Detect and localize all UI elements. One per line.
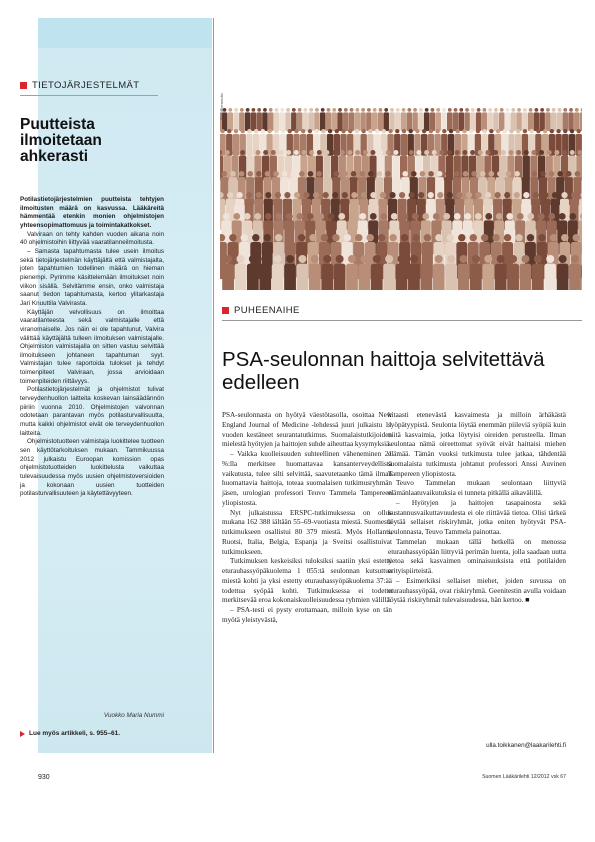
page-number: 930: [38, 774, 50, 781]
sidebar-author: Vuokko Maria Nummi: [103, 712, 164, 719]
red-square-icon: [222, 307, 229, 314]
article-paragraph: Nyt julkaistussa ERSPC-tutkimuksessa on ollus mukana 162 388 iältään 55–69-vuotiasta miestä. Suomesta tutkimukseen osallistui 80 379 miestä. Myös Hollanti, Ruotsi, Italia, Belgia, Espanja ja Sveitsi osallistuivat tutkimukseen.: [222, 508, 392, 556]
crowd-illustration: [220, 100, 582, 290]
arrow-right-icon: [20, 731, 25, 737]
person-figure: [360, 108, 366, 131]
author-email[interactable]: ulla.toikkanen@laakarilehti.fi: [486, 742, 566, 749]
person-figure: [557, 108, 563, 131]
person-figure: [493, 108, 499, 131]
person-figure: [285, 108, 291, 131]
person-figure: [430, 108, 436, 131]
red-square-icon: [20, 82, 27, 89]
person-figure: [389, 108, 395, 131]
person-figure: [343, 108, 349, 131]
person-figure: [297, 108, 303, 131]
sidebar-kicker-label: TIETOJÄRJESTELMÄT: [32, 80, 140, 91]
article-column-1: [222, 411, 392, 626]
person-figure: [516, 108, 522, 131]
person-figure: [551, 108, 557, 131]
person-figure: [482, 108, 488, 131]
person-figure: [407, 108, 413, 131]
article-paragraph: – Esimerkiksi sellaiset miehet, joiden suvussa on eturauhassyöpää, ovat riskiryhmä. Geenitestin avulla voidaan löytää riskiryhmät tulevaisuudessa, hän kertoo. ■: [388, 576, 566, 605]
person-figure: [522, 108, 528, 131]
person-figure: [487, 108, 493, 131]
person-figure: [470, 108, 476, 131]
article-paragraph: hitaasti etenevästä kasvaimesta ja milloin ärhäkästä syöpätyypistä. Seulonta löytää enemmän piileviä syöpiä kuin niitä kasvaimia, jotka löytyisi oireiden perusteella. Ilman seulontaa nämä oireettomat syövät eivät haittaisi miehen elämää. Tämän vuoksi tutkimusta tulee jatkaa, tähdentää suomalaista tutkimusta johtanut professori Anssi Auvinen Tampereen yliopistosta.: [388, 411, 566, 478]
person-figure: [320, 108, 326, 131]
sidebar-rule: [20, 95, 158, 96]
person-figure: [262, 108, 268, 131]
sidebar-title: Puutteista ilmoitetaan ahkerasti: [20, 116, 102, 165]
person-figure: [251, 108, 257, 131]
person-figure: [401, 108, 407, 131]
article-paragraph: Teuvo Tammelan mukaan seulontaan liittyviä elämänlaatuvaikutuksia ei tunneta pitkällä aikavälillä.: [388, 479, 566, 497]
person-figure: [568, 108, 574, 131]
main-kicker: [222, 305, 300, 316]
person-figure: [412, 108, 418, 131]
article-paragraph: Tutkimuksen keskeisiksi tuloksiksi saatiin yksi estetty eturauhassyöpäkuolema 1 055:tä seulonnan kutsuttua miestä kohti ja yksi estetty eturauhassyöpäkuolema 37:ää todettua syöpää kohti. Tutkimuksessa ei todettu merkitsevää eroa kokonaiskuolleisuudessa ryhmien välillä.: [222, 557, 392, 605]
article-paragraph: – Hyötyjen ja haittojen tasapainosta sekä kustannusvaikuttavuudesta ei ole riittävää tietoa. Olisi tärkeä löytää sellaiset riskiryhmät, jotka eniten hyötyvät PSA-seulonnasta, Teuvo Tammela painottaa.: [388, 498, 566, 536]
person-figure: [441, 108, 447, 131]
person-figure: [337, 108, 343, 131]
person-figure: [435, 108, 441, 131]
person-figure: [303, 108, 309, 131]
sidebar-paragraph: Potilastietojärjestelmät ja ohjelmistot tulivat terveydenhuollon laitteita koskevan lainsäädännön piiriin vuonna 2010. Ohjelmistojen valvonnan odotetaan parantavan myös potilasturvallisuutta, mutta kaikki ohjelmistot eivät ole terveydenhuollon laitteita.: [20, 386, 164, 437]
person-figure: [580, 108, 582, 131]
article-paragraph: Tammelan mukaan tällä hetkellä on menossa eturauhassyöpään liittyviä perimän luenta, jolla saadaan uutta tietoa sekä kasvaimen ominaisuuksista että potilaiden erityispiirteistä.: [388, 537, 566, 575]
person-figure: [539, 108, 545, 131]
photo-credit: Plainthermedia: [219, 93, 224, 120]
person-figure: [499, 108, 505, 131]
person-figure: [314, 108, 320, 131]
person-figure: [476, 108, 482, 131]
sidebar-body: [20, 196, 164, 499]
sidebar-corner-shade: [38, 18, 212, 48]
sidebar-paragraph: Valviraan on tehty kahden vuoden aikana noin 40 ohjelmistoihin liittyvää vaaratilanneilmoitusta.: [20, 230, 164, 247]
person-figure: [447, 108, 453, 131]
sidebar-lead: Potilastietojärjestelmien puutteista tehtyjen ilmoitusten määrä on kasvussa. Lääkäreitä hämmentää etenkin monien ohjelmistojen yhteensopimattomuus ja toimintakatkokset.: [20, 196, 164, 229]
sidebar-kicker: [20, 80, 139, 91]
person-figure: [268, 108, 274, 131]
person-figure: [280, 108, 286, 131]
person-figure: [239, 108, 245, 131]
crowd-photo: [220, 100, 582, 290]
person-figure: [418, 108, 424, 131]
sidebar-paragraph: Ohjelmistotuotteen valmistaja luokittelee tuotteen sen käyttötarkoituksen mukaan. Tammikuussa 2012 julkaistu Euroopan komission opas ohjelmistotuotteiden luokittelusta vaikuttaa tulevaisuudessa myös uusien ohjelmistoversioiden ja kokonaan uusien tuotteiden potilasturvallisuuteen ja käytettävyyteen.: [20, 438, 164, 498]
person-figure: [274, 108, 280, 131]
person-figure: [372, 108, 378, 131]
person-figure: [378, 108, 384, 131]
person-figure: [383, 108, 389, 131]
person-figure: [308, 108, 314, 131]
article-paragraph: – Vaikka kuolleisuuden suhteellinen väheneminen 21 %:lla merkitsee huomattavaa kansanterveydellistä vaikutusta, tulee silti selvittää, saavutetaanko tämä ilman huomattavia haittoja, toteaa suomalaisen tutkimusryhmän jäsen, urologian professori Teuvo Tammela Tampereen yliopistosta.: [222, 450, 392, 507]
person-figure: [349, 108, 355, 131]
person-figure: [459, 108, 465, 131]
main-rule: [222, 320, 582, 321]
publication-line: Suomen Lääkärilehti 12/2012 vsk 67: [482, 774, 566, 780]
person-figure: [355, 108, 361, 131]
person-figure: [545, 108, 551, 131]
person-figure: [528, 108, 534, 131]
person-figure: [245, 108, 251, 131]
person-figure: [332, 108, 338, 131]
person-figure: [534, 108, 540, 131]
article-paragraph: PSA-seulonnasta on hyötyä väestötasolla, osoittaa New England Journal of Medicine -lehdessä juuri julkaistu 11 vuoden kestäneet seurantatutkimus. Suomalaistutkijoiden mielestä hyötyjen ja haittojen suhde aiheuttaa kysymyksiä.: [222, 411, 392, 449]
person-figure: [574, 108, 580, 131]
person-figure: [291, 108, 297, 131]
person-figure: [424, 108, 430, 131]
person-figure: [233, 108, 239, 131]
sidebar-reference-label: Lue myös artikkeli, s. 955–61.: [29, 730, 121, 737]
article-paragraph: – PSA-testi ei pysty erottamaan, milloin kyse on tän myötä yleistyvästä,: [222, 606, 392, 624]
person-figure: [228, 108, 234, 131]
person-figure: [511, 108, 517, 131]
person-figure: [505, 108, 511, 131]
person-figure: [464, 108, 470, 131]
person-figure: [453, 108, 459, 131]
sidebar-paragraph: – Samasta tapahtumasta tulee usein ilmoitus sekä tietojärjestelmän käyttäjältä että valmistajalta, joten tapahtumien todellinen määrä on hieman pienempi. Pyrimme käsittelemään ilmoitukset noin viikon sisällä. Selvitämme ensin, onko valmistaja saanut tiedon tapahtumasta, kertoo ylitarkastaja Jari Knuuttila Valvirasta.: [20, 247, 164, 307]
article-column-2: [388, 411, 566, 606]
main-kicker-label: PUHEENAIHE: [234, 305, 300, 316]
person-figure: [326, 108, 332, 131]
column-divider: [213, 18, 214, 753]
article-headline: PSA-seulonnan haittoja selvitettävä edelleen: [222, 348, 545, 394]
sidebar-paragraph: Käyttäjän velvollisuus on ilmoittaa vaaratilanteesta sekä valmistajalle että viranomaiselle. Jos näin ei ole tapahtunut, Valvira välittää käyttäjältä tulleen ilmoituksen valmistajalle. Ohjelmiston valmistajalla on sitten vastuu selvittää ilmoitukseen johtaneen tapahtuman syyt. Valmistajan tulee raportoida tulokset ja tehdyt toimenpiteet Valviraan, jossa arvioidaan toimenpiteiden riittävyys.: [20, 308, 164, 385]
person-figure: [366, 108, 372, 131]
person-figure: [395, 108, 401, 131]
person-figure: [256, 108, 262, 131]
person-figure: [563, 108, 569, 131]
sidebar-reference[interactable]: [20, 730, 120, 737]
